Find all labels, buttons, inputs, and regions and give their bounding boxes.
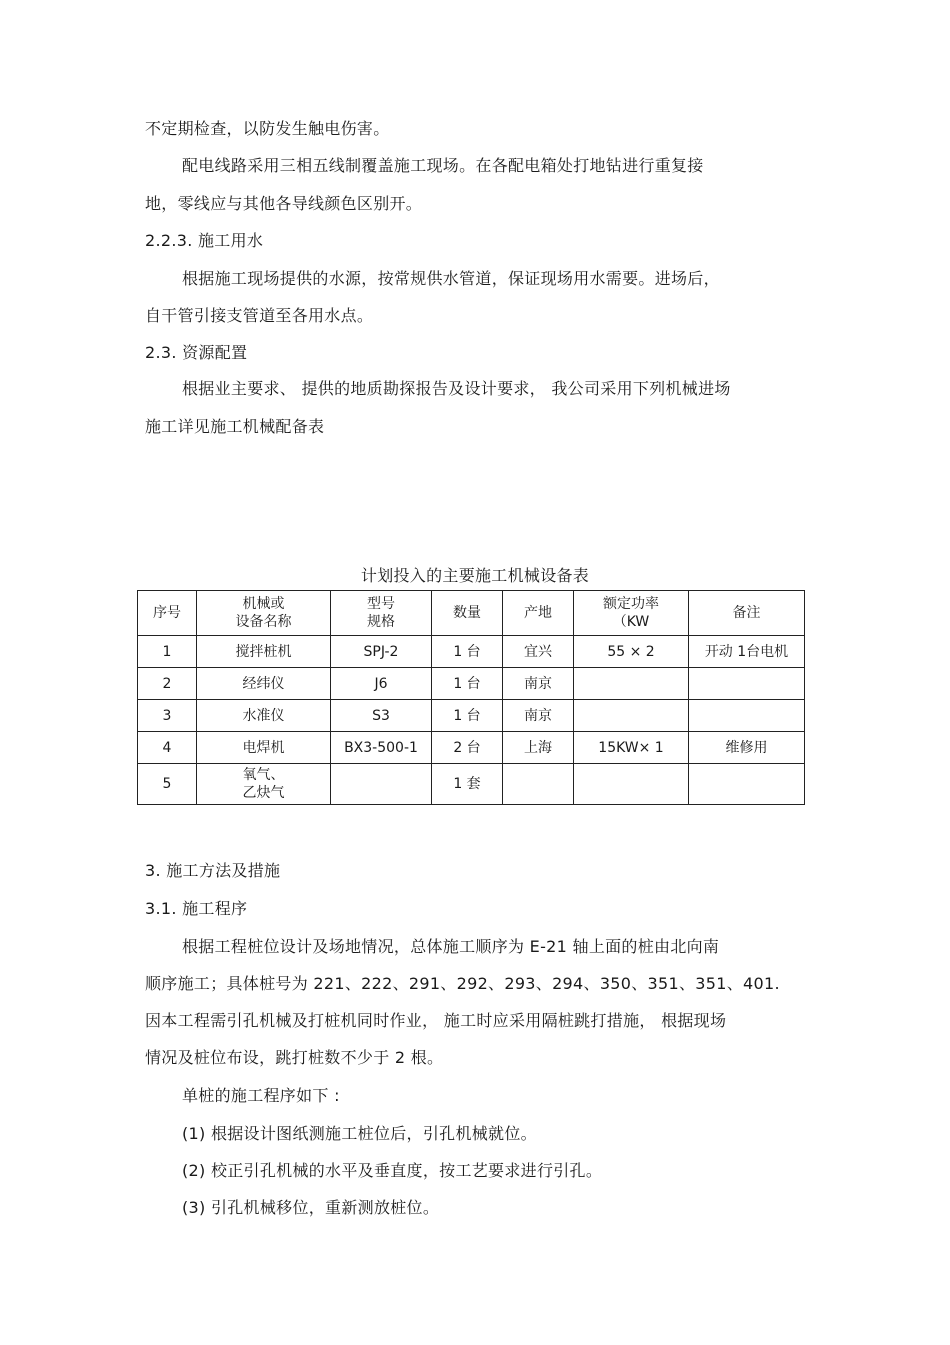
table-cell: 开动 1台电机 bbox=[689, 636, 805, 668]
table-cell: 氧气、 乙炔气 bbox=[197, 764, 331, 805]
paragraph-line: 因本工程需引孔机械及打桩机同时作业， 施工时应采用隔桩跳打措施， 根据现场 bbox=[145, 1011, 727, 1030]
table-cell: 2 台 bbox=[432, 732, 503, 764]
table-cell: 55 × 2 bbox=[574, 636, 689, 668]
paragraph-line: 不定期检查，以防发生触电伤害。 bbox=[145, 119, 390, 138]
table-row bbox=[138, 700, 805, 732]
table-cell bbox=[503, 764, 574, 805]
table-cell: 5 bbox=[138, 764, 197, 805]
table-cell: 水准仪 bbox=[197, 700, 331, 732]
table-row bbox=[138, 668, 805, 700]
header-cell: 产地 bbox=[503, 591, 574, 636]
table-cell: 南京 bbox=[503, 700, 574, 732]
table-caption: 计划投入的主要施工机械设备表 bbox=[360, 566, 590, 585]
paragraph-line: 单桩的施工程序如下 : bbox=[182, 1086, 340, 1105]
table-cell: 3 bbox=[138, 700, 197, 732]
header-cell: 备注 bbox=[689, 591, 805, 636]
paragraph-line: 根据业主要求、 提供的地质勘探报告及设计要求， 我公司采用下列机械进场 bbox=[182, 379, 731, 398]
paragraph-line: 地，零线应与其他各导线颜色区别开。 bbox=[145, 194, 423, 213]
table-row bbox=[138, 732, 805, 764]
list-item: (2) 校正引孔机械的水平及垂直度，按工艺要求进行引孔。 bbox=[182, 1161, 603, 1180]
table-cell: 搅拌桩机 bbox=[197, 636, 331, 668]
table-cell bbox=[689, 764, 805, 805]
table-cell bbox=[689, 700, 805, 732]
paragraph-line: 施工详见施工机械配备表 bbox=[145, 417, 325, 436]
table-cell: 4 bbox=[138, 732, 197, 764]
table-cell: BX3-500-1 bbox=[331, 732, 432, 764]
table-cell: SPJ-2 bbox=[331, 636, 432, 668]
table-cell: 1 台 bbox=[432, 700, 503, 732]
table-cell: 南京 bbox=[503, 668, 574, 700]
table-cell: 1 bbox=[138, 636, 197, 668]
paragraph-line: 根据工程桩位设计及场地情况，总体施工顺序为 E-21 轴上面的桩由北向南 bbox=[182, 937, 720, 956]
table-cell: 电焊机 bbox=[197, 732, 331, 764]
table-cell: 2 bbox=[138, 668, 197, 700]
table-row bbox=[138, 764, 805, 805]
table-cell bbox=[331, 764, 432, 805]
table-cell: 1 台 bbox=[432, 636, 503, 668]
table-cell: 经纬仪 bbox=[197, 668, 331, 700]
paragraph-line: 顺序施工；具体桩号为 221、222、291、292、293、294、350、351、351、401. bbox=[145, 974, 780, 993]
list-item: (1) 根据设计图纸测施工桩位后，引孔机械就位。 bbox=[182, 1124, 537, 1143]
table-cell: S3 bbox=[331, 700, 432, 732]
table-cell bbox=[574, 668, 689, 700]
paragraph-line: 自干管引接支管道至各用水点。 bbox=[145, 306, 374, 325]
list-item: (3) 引孔机械移位，重新测放桩位。 bbox=[182, 1198, 440, 1217]
header-cell: 机械或 设备名称 bbox=[197, 591, 331, 636]
table-cell bbox=[689, 668, 805, 700]
table-cell: 维修用 bbox=[689, 732, 805, 764]
table-cell bbox=[574, 700, 689, 732]
table-row bbox=[138, 636, 805, 668]
table-cell: 1 套 bbox=[432, 764, 503, 805]
section-heading: 2.2.3. 施工用水 bbox=[145, 231, 264, 250]
header-cell: 型号 规格 bbox=[331, 591, 432, 636]
section-heading: 3. 施工方法及措施 bbox=[145, 861, 281, 880]
equipment-table bbox=[137, 590, 805, 805]
header-cell: 数量 bbox=[432, 591, 503, 636]
paragraph-line: 配电线路采用三相五线制覆盖施工现场。在各配电箱处打地钻进行重复接 bbox=[182, 156, 704, 175]
table-cell: 15KW× 1 bbox=[574, 732, 689, 764]
section-heading: 2.3. 资源配置 bbox=[145, 343, 248, 362]
table-cell: J6 bbox=[331, 668, 432, 700]
paragraph-line: 根据施工现场提供的水源，按常规供水管道，保证现场用水需要。进场后， bbox=[182, 269, 720, 288]
header-cell: 额定功率 （KW bbox=[574, 591, 689, 636]
table-cell bbox=[574, 764, 689, 805]
table-cell: 上海 bbox=[503, 732, 574, 764]
header-cell: 序号 bbox=[138, 591, 197, 636]
paragraph-line: 情况及桩位布设，跳打桩数不少于 2 根。 bbox=[145, 1048, 444, 1067]
table-cell: 1 台 bbox=[432, 668, 503, 700]
section-heading: 3.1. 施工程序 bbox=[145, 899, 248, 918]
table-cell: 宜兴 bbox=[503, 636, 574, 668]
table-header-row bbox=[138, 591, 805, 636]
